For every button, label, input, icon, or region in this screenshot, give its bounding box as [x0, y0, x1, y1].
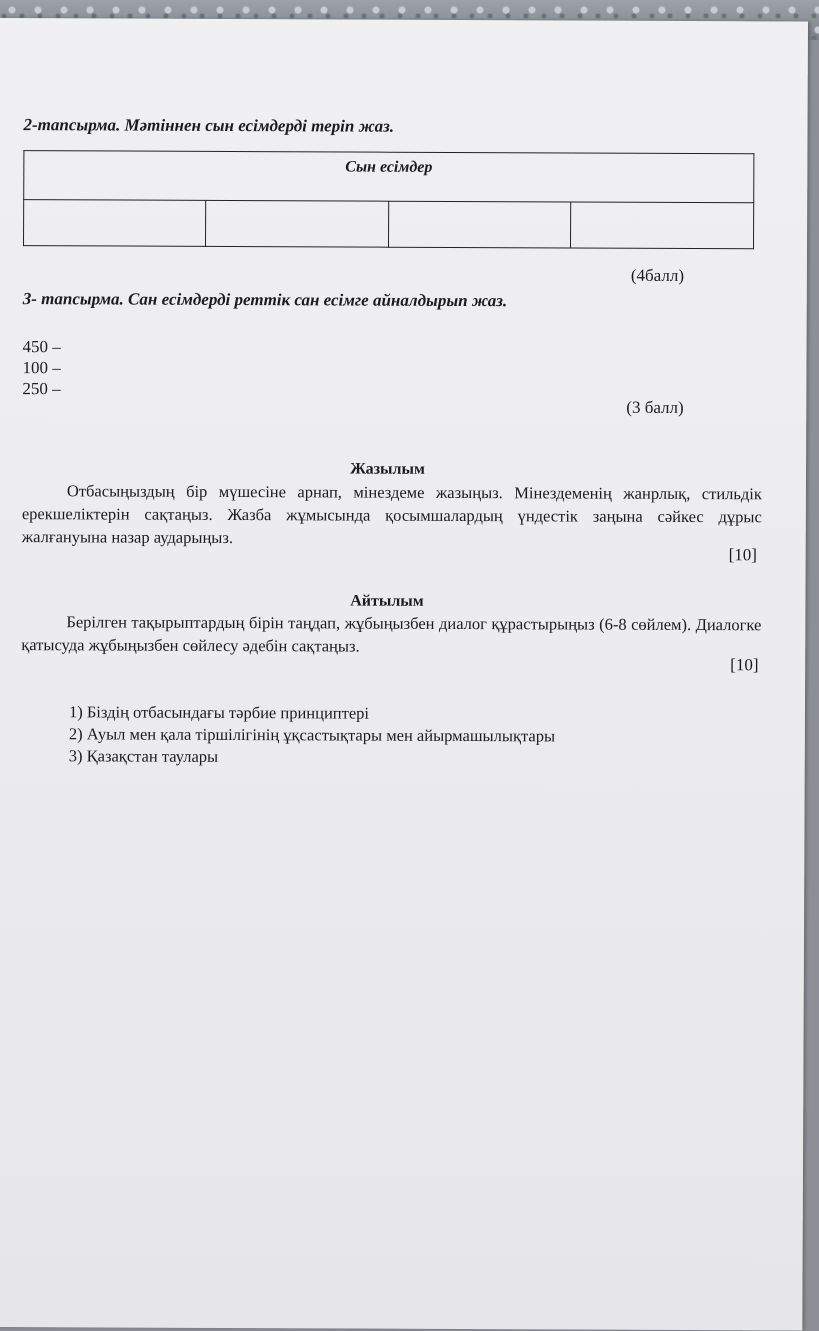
topic-item-3: 3) Қазақстан таулары [68, 746, 219, 766]
adjectives-cell-4[interactable] [571, 202, 754, 249]
task3-points: (3 балл) [626, 397, 684, 417]
task2-points: (4балл) [630, 265, 685, 285]
adjectives-table [23, 150, 754, 249]
task3-item-100: 100 – [22, 358, 61, 378]
task2-title: 2-тапсырма. Мәтіннен сын есімдерді теріп жаз. [23, 115, 395, 136]
speaking-task-text: Берілген тақырыптардың бірін таңдап, жұбыңызбен диалог құрастырыңыз (6-8 сөйлем). Диалогке қатысуда жұбыңызбен сөйлесу әдебін сақтаңыз. [21, 612, 762, 656]
writing-section-title: Жазылым [350, 460, 425, 478]
topic-item-1: 1) Біздің отбасындағы тәрбие принциптері [68, 702, 370, 723]
task3-item-450: 450 – [22, 337, 61, 357]
speaking-section-title: Айтылым [350, 592, 424, 610]
task3-number-list [22, 336, 61, 399]
worksheet-page [0, 18, 808, 1331]
adjectives-cell-1[interactable] [24, 200, 207, 247]
writing-task-text: Отбасыңыздың бір мүшесіне арнап, мінездеме жазыңыз. Мінездеменің жанрлық, стильдік ерекшеліктерін сақтаңыз. Жазба жұмысында қосымшалардың үндестік заңына сәйкес дұрыс жалғануына назар аударыңыз. [21, 481, 762, 548]
speaking-score: [10] [730, 655, 759, 675]
task3-item-250: 250 – [22, 379, 61, 399]
adjectives-table-header: Сын есімдер [24, 151, 754, 203]
topic-item-2: 2) Ауыл мен қала тіршілігінің ұқсастықтары мен айырмашылықтары [68, 724, 556, 746]
adjectives-cell-2[interactable] [206, 200, 389, 247]
writing-score: [10] [728, 545, 758, 565]
speaking-topics-list [69, 701, 555, 769]
task3-title: 3- тапсырма. Сан есімдерді реттік сан есімге айналдырып жаз. [22, 289, 508, 311]
adjectives-cell-3[interactable] [388, 201, 571, 248]
